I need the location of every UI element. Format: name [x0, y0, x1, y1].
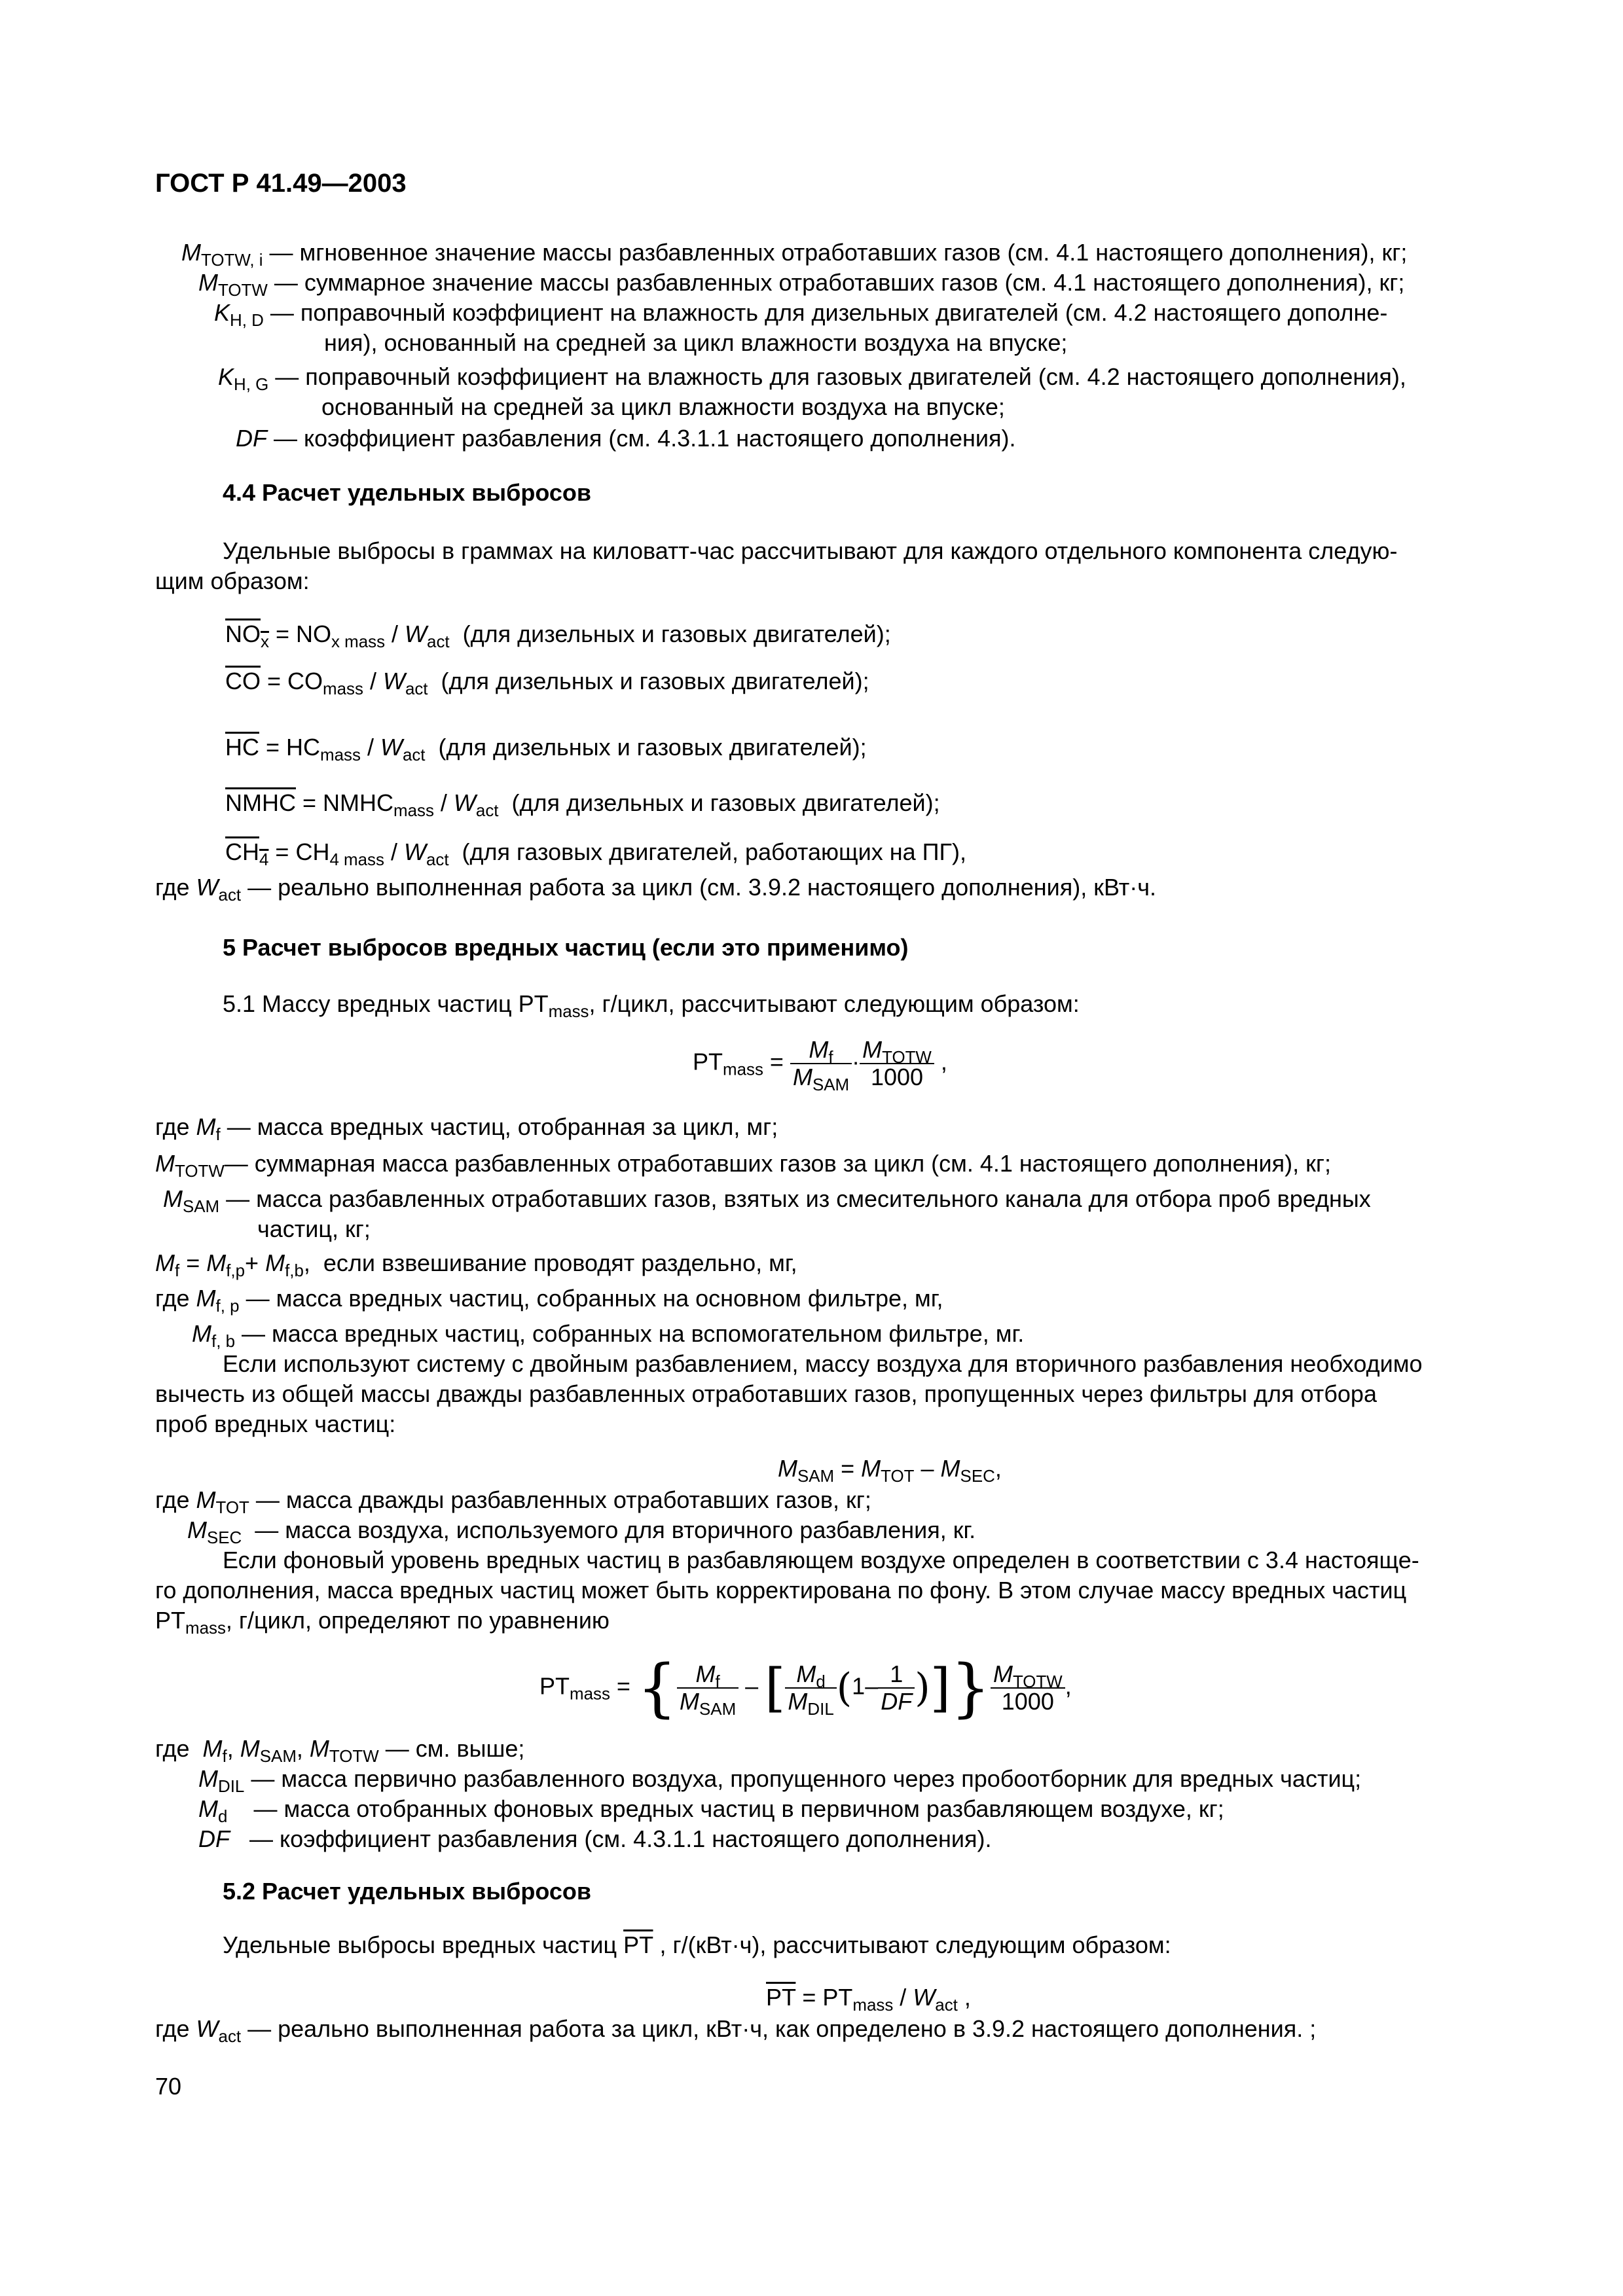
- para-double-line1: Если используют систему с двойным разбавлением, массу воздуха для вторичного разбавления необходимо: [223, 1350, 1423, 1377]
- formula-nox: $NO_x = NO_{x mass} / W_{act}$ (для дизельных и газовых двигателей);: [225, 620, 891, 651]
- sec44-intro-line1: Удельные выбросы в граммах на киловатт-час рассчитывают для каждого отдельного компонента следую-: [223, 537, 1398, 564]
- document-header: ГОСТ Р 41.49—2003: [155, 169, 407, 198]
- section-5-heading: 5 Расчет выбросов вредных частиц (если это применимо): [223, 934, 909, 961]
- para-bg-line2: го дополнения, масса вредных частиц может быть корректирована по фону. В этом случае массу вредных частиц: [155, 1577, 1407, 1604]
- formula-pt-specific: $\overline{PT} = PT_{mass} / W_{act}$ ,: [766, 1984, 971, 2015]
- para-bg-line1: Если фоновый уровень вредных частиц в разбавляющем воздухе определен в соответствии с 3.4 настояще-: [223, 1547, 1419, 1573]
- def-msam: $M_{SAM}$ — масса разбавленных отработавших газов, взятых из смесительного канала для отбора проб вредных: [163, 1185, 1371, 1216]
- def-khg: $K_{H, G}$ — поправочный коэффициент на влажность для газовых двигателей (см. 4.2 настоящего дополнения),: [218, 363, 1406, 394]
- def-mfb: $M_{f, b}$ — масса вредных частиц, собранных на вспомогательном фильтре, мг.: [192, 1320, 1025, 1351]
- para-double-line2: вычесть из общей массы дважды разбавленных отработавших газов, пропущенных через фильтры для отбора: [155, 1380, 1377, 1407]
- def-mtotw-i: $M_{TOTW, i}$ — мгновенное значение массы разбавленных отработавших газов (см. 4.1 настоящего дополнения), кг;: [181, 239, 1408, 270]
- def-mtot: где $M_{TOT}$ — масса дважды разбавленных отработавших газов, кг;: [155, 1486, 871, 1517]
- def-mtotw-2: $M_{TOTW}—$ суммарная масса разбавленных отработавших газов за цикл (см. 4.1 настоящего дополнения), кг;: [155, 1150, 1332, 1181]
- def-mtotw: $M_{TOTW}$ — суммарное значение массы разбавленных отработавших газов (см. 4.1 настоящего дополнения), кг;: [198, 269, 1405, 300]
- where-see-above: где $M_f$, $M_{SAM}$, $M_{TOTW}$ — см. выше;: [155, 1735, 525, 1766]
- formula-ch4: $CH_4 = CH_{4 mass} / W_{act}$ (для газовых двигателей, работающих на ПГ),: [225, 838, 966, 869]
- section-4-4-heading: 4.4 Расчет удельных выбросов: [223, 479, 592, 506]
- formula-co: $\overline{CO} = CO_{mass} / W_{act}$ (для дизельных и газовых двигателей);: [225, 668, 869, 698]
- def-df-2: DF — коэффициент разбавления (см. 4.3.1.1 настоящего дополнения).: [198, 1825, 992, 1852]
- formula-nmhc: NMHC = $NMHC_{mass} / W_{act}$ (для дизельных и газовых двигателей);: [225, 789, 940, 820]
- def-khd-cont: ния), основанный на средней за цикл влажности воздуха на впуске;: [324, 329, 1068, 356]
- def-md: $M_d$ — масса отобранных фоновых вредных частиц в первичном разбавляющем воздухе, кг;: [198, 1795, 1224, 1826]
- def-msec: $M_{SEC}$ — масса воздуха, используемого для вторичного разбавления, кг.: [187, 1516, 976, 1547]
- para-5-1: 5.1 Массу вредных частиц $PT_{mass}$, г/цикл, рассчитывают следующим образом:: [223, 990, 1080, 1021]
- sec44-intro-line2: щим образом:: [155, 567, 310, 594]
- mf-sum-formula: $M_f = M_{f,p}+ M_{f,b}$, если взвешивание проводят раздельно, мг,: [155, 1249, 797, 1280]
- formula-pt-mass-corrected: $PT_{mass}$ = { $\frac{M_f}{M_{SAM}}$ – [ $\frac{M_d}{M_{DIL}}$ (1– $\frac{1}{DF}$ )]} $\frac{M_{TOTW}}{1000}$ ,: [539, 1651, 1072, 1725]
- page-number: 70: [155, 2073, 182, 2100]
- para-double-line3: проб вредных частиц:: [155, 1410, 396, 1437]
- section-5-2-heading: 5.2 Расчет удельных выбросов: [223, 1878, 592, 1905]
- formula-hc: $\overline{HC} = HC_{mass} / W_{act}$ (для дизельных и газовых двигателей);: [225, 734, 867, 764]
- def-mfp: где $M_{f, p}$ — масса вредных частиц, собранных на основном фильтре, мг,: [155, 1285, 943, 1316]
- def-mdil: $M_{DIL}$ — масса первично разбавленного воздуха, пропущенного через пробоотборник для вредных частиц;: [198, 1765, 1362, 1796]
- formula-pt-mass: $PT_{mass}$ = $\frac{M_f}{M_{SAM}}$ · $\frac{M_{TOTW}}{1000}$ ,: [693, 1036, 947, 1094]
- para-bg-line3: $PT_{mass}$, г/цикл, определяют по уравнению: [155, 1607, 610, 1638]
- sec52-intro: Удельные выбросы вредных частиц $\overline{PT}$ , г/(кВт·ч), рассчитывают следующим образом:: [223, 1931, 1171, 1958]
- def-mf: где $M_f$ — масса вредных частиц, отобранная за цикл, мг;: [155, 1113, 778, 1144]
- formula-msam: $M_{SAM} = M_{TOT} - M_{SEC}$,: [778, 1455, 1002, 1486]
- def-df: DF — коэффициент разбавления (см. 4.3.1.1 настоящего дополнения).: [236, 425, 1016, 452]
- def-msam-cont: частиц, кг;: [257, 1215, 371, 1242]
- def-khg-cont: основанный на средней за цикл влажности воздуха на впуске;: [321, 393, 1005, 420]
- where-wact-2: где $W_{act}$ — реально выполненная работа за цикл, кВт·ч, как определено в 3.9.2 настоящего дополнения. ;: [155, 2015, 1317, 2046]
- where-wact-1: где $W_{act}$ — реально выполненная работа за цикл (см. 3.9.2 настоящего дополнения), кВт·ч.: [155, 874, 1157, 905]
- def-khd: $K_{H, D}$ — поправочный коэффициент на влажность для дизельных двигателей (см. 4.2 настоящего дополне-: [214, 299, 1388, 330]
